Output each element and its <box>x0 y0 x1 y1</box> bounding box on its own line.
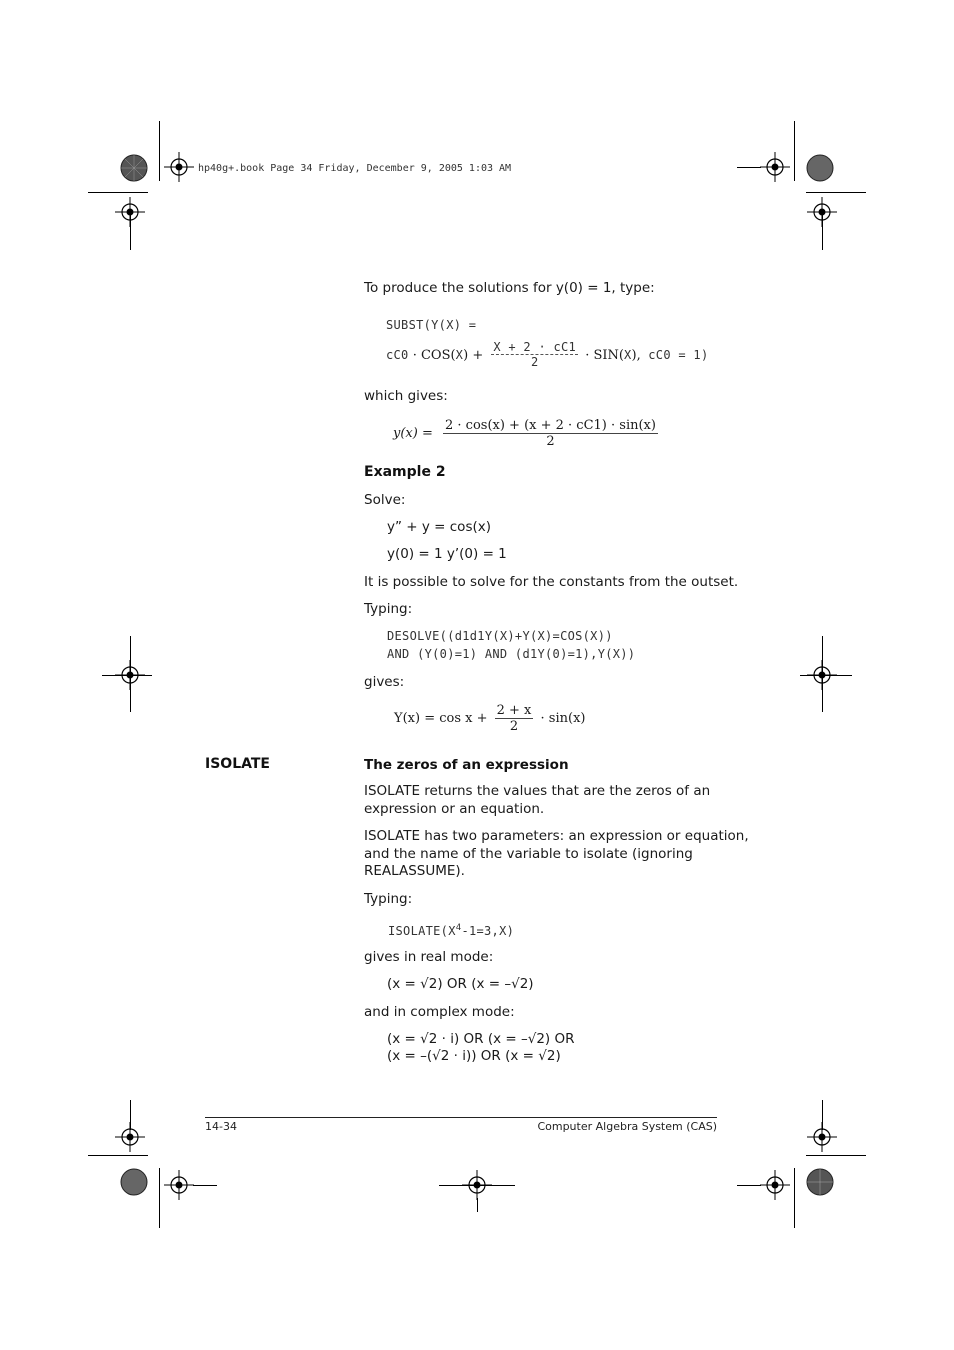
equation-lhs: y(x) = <box>393 426 433 441</box>
desolve-code-line1: DESOLVE((d1d1Y(X)+Y(X)=COS(X)) <box>387 629 613 643</box>
fraction-denominator: 2 <box>546 434 555 449</box>
registration-target-icon <box>760 152 790 182</box>
code-part: -1=3,X) <box>461 924 515 938</box>
subst-token: SIN( <box>593 348 624 363</box>
paragraph-line: REALASSUME). <box>364 863 465 879</box>
paragraph-line: ISOLATE has two parameters: an expression or equation, <box>364 828 749 844</box>
subst-token: X <box>455 348 464 362</box>
gives-label: gives: <box>364 674 405 690</box>
example-heading: Example 2 <box>364 464 446 480</box>
color-bar-dial-icon <box>119 1167 149 1197</box>
desolve-code-line2: AND (Y(0)=1) AND (d1Y(0)=1),Y(X)) <box>387 647 636 661</box>
fraction-numerator: 2 · cos(x) + (x + 2 · cC1) · sin(x) <box>445 418 656 433</box>
registration-target-icon <box>164 1170 194 1200</box>
color-bar-dial-icon <box>805 153 835 183</box>
isolate-label: ISOLATE <box>205 756 270 772</box>
subst-code-line1: SUBST(Y(X) = <box>386 318 477 332</box>
isolate-subheading: The zeros of an expression <box>364 757 569 773</box>
subst-token: COS( <box>420 348 456 363</box>
equation-tail: · sin(x) <box>540 711 586 726</box>
fraction-denominator: 2 <box>530 355 539 369</box>
code-exponent: 4 <box>455 923 462 933</box>
intro-text: To produce the solutions for y(0) = 1, type: <box>364 280 655 296</box>
typing-label: Typing: <box>364 601 413 617</box>
paragraph-line: ISOLATE returns the values that are the zeros of an <box>364 783 711 799</box>
complex-mode-result-line2: (x = –(√2 · i)) OR (x = √2) <box>387 1048 561 1064</box>
paragraph-line: and the name of the variable to isolate (ignoring <box>364 846 693 862</box>
initial-conditions: y(0) = 1 y’(0) = 1 <box>387 546 507 562</box>
result-equation-2 <box>394 703 585 734</box>
fraction-denominator: 2 <box>509 719 519 734</box>
color-bar-dial-icon <box>119 153 149 183</box>
isolate-code <box>388 923 514 938</box>
result-fraction <box>495 703 534 734</box>
solve-label: Solve: <box>364 492 406 508</box>
subst-fraction <box>491 340 578 369</box>
real-mode-result: (x = √2) OR (x = –√2) <box>387 976 534 992</box>
note-text: It is possible to solve for the constants from the outset. <box>364 574 739 590</box>
typing-label: Typing: <box>364 891 413 907</box>
complex-mode-label: and in complex mode: <box>364 1004 515 1020</box>
complex-mode-result-line1: (x = √2 · i) OR (x = –√2) OR <box>387 1031 575 1047</box>
subst-code-line2 <box>386 340 708 369</box>
subst-token: X <box>624 348 632 362</box>
registration-target-icon <box>760 1170 790 1200</box>
color-bar-dial-icon <box>805 1167 835 1197</box>
footer-page-number: 14-34 <box>205 1120 237 1133</box>
footer-section-title: Computer Algebra System (CAS) <box>537 1120 717 1133</box>
subst-token: cC0 = 1) <box>640 348 709 362</box>
footer-rule <box>205 1117 717 1118</box>
fraction-numerator: X + 2 · cC1 <box>493 340 577 354</box>
registration-target-icon <box>164 152 194 182</box>
result-fraction <box>443 418 658 449</box>
running-header: hp40g+.book Page 34 Friday, December 9, 2005 1:03 AM <box>198 163 512 174</box>
real-mode-label: gives in real mode: <box>364 949 494 965</box>
subst-token: · <box>581 348 594 363</box>
subst-token: · <box>408 348 421 363</box>
subst-token: ), <box>631 348 641 363</box>
code-part: ISOLATE(X <box>388 924 456 938</box>
subst-token: ) + <box>463 348 484 363</box>
which-gives-text: which gives: <box>364 388 448 404</box>
fraction-numerator: 2 + x <box>496 703 532 718</box>
subst-token: cC0 <box>386 348 409 362</box>
equation-line: y” + y = cos(x) <box>387 519 491 535</box>
paragraph-line: expression or an equation. <box>364 801 545 817</box>
result-equation-1 <box>393 418 658 449</box>
equation-lhs: Y(x) = cos x + <box>394 711 488 726</box>
